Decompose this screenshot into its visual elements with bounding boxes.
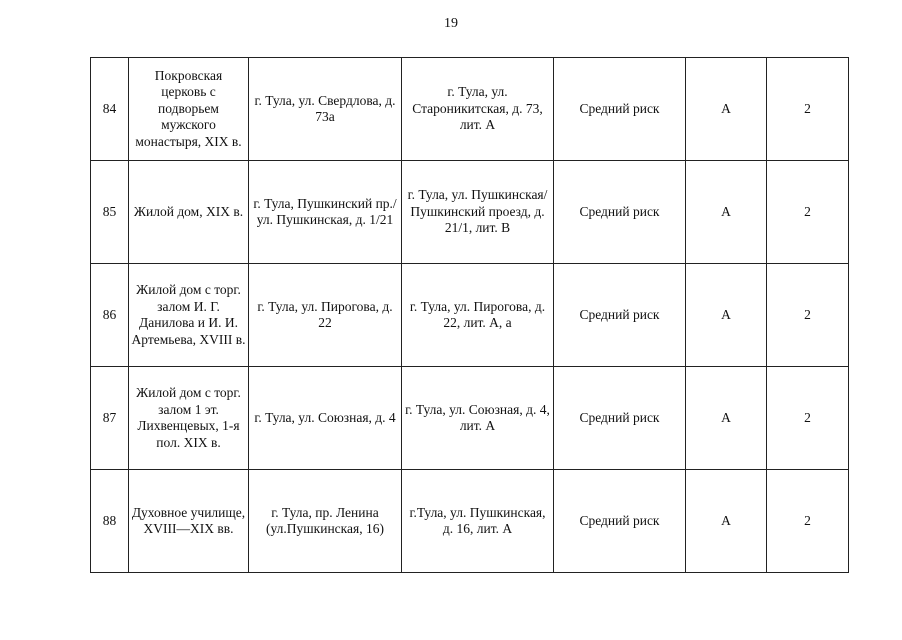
risk-category-cell: Средний риск xyxy=(554,264,686,367)
object-name-cell: Покровская церковь с подворьем мужского монастыря, XIX в. xyxy=(129,58,249,161)
address-cell: г. Тула, ул. Союзная, д. 4 xyxy=(249,367,402,470)
category-cell: А xyxy=(686,264,767,367)
legal-address-cell: г.Тула, ул. Пушкинская, д. 16, лит. А xyxy=(402,470,554,573)
category-cell: А xyxy=(686,367,767,470)
category-cell: А xyxy=(686,161,767,264)
row-number-cell: 88 xyxy=(91,470,129,573)
table-row xyxy=(91,161,849,264)
table-row xyxy=(91,367,849,470)
risk-category-cell: Средний риск xyxy=(554,470,686,573)
legal-address-cell: г. Тула, ул. Союзная, д. 4, лит. А xyxy=(402,367,554,470)
legal-address-cell: г. Тула, ул. Пушкинская/ Пушкинский проезд, д. 21/1, лит. В xyxy=(402,161,554,264)
table-row xyxy=(91,470,849,573)
address-cell: г. Тула, ул. Пирогова, д. 22 xyxy=(249,264,402,367)
row-number-cell: 87 xyxy=(91,367,129,470)
value-cell: 2 xyxy=(767,367,849,470)
object-name-cell: Духовное училище, XVIII—XIX вв. xyxy=(129,470,249,573)
object-name-cell: Жилой дом с торг. залом 1 эт. Лихвенцевых, 1-я пол. XIX в. xyxy=(129,367,249,470)
category-cell: А xyxy=(686,470,767,573)
row-number-cell: 86 xyxy=(91,264,129,367)
legal-address-cell: г. Тула, ул. Староникитская, д. 73, лит. А xyxy=(402,58,554,161)
value-cell: 2 xyxy=(767,264,849,367)
legal-address-cell: г. Тула, ул. Пирогова, д. 22, лит. А, а xyxy=(402,264,554,367)
table-row xyxy=(91,58,849,161)
risk-category-cell: Средний риск xyxy=(554,367,686,470)
value-cell: 2 xyxy=(767,470,849,573)
row-number-cell: 84 xyxy=(91,58,129,161)
risk-category-cell: Средний риск xyxy=(554,58,686,161)
risk-category-cell: Средний риск xyxy=(554,161,686,264)
value-cell: 2 xyxy=(767,161,849,264)
address-cell: г. Тула, Пушкинский пр./ул. Пушкинская, д. 1/21 xyxy=(249,161,402,264)
address-cell: г. Тула, ул. Свердлова, д. 73а xyxy=(249,58,402,161)
table-body xyxy=(91,58,849,573)
address-cell: г. Тула, пр. Ленина (ул.Пушкинская, 16) xyxy=(249,470,402,573)
table-row xyxy=(91,264,849,367)
heritage-objects-table xyxy=(90,57,849,573)
row-number-cell: 85 xyxy=(91,161,129,264)
category-cell: А xyxy=(686,58,767,161)
page-number: 19 xyxy=(444,16,458,31)
object-name-cell: Жилой дом, XIX в. xyxy=(129,161,249,264)
object-name-cell: Жилой дом с торг. залом И. Г. Данилова и И. И. Артемьева, XVIII в. xyxy=(129,264,249,367)
value-cell: 2 xyxy=(767,58,849,161)
